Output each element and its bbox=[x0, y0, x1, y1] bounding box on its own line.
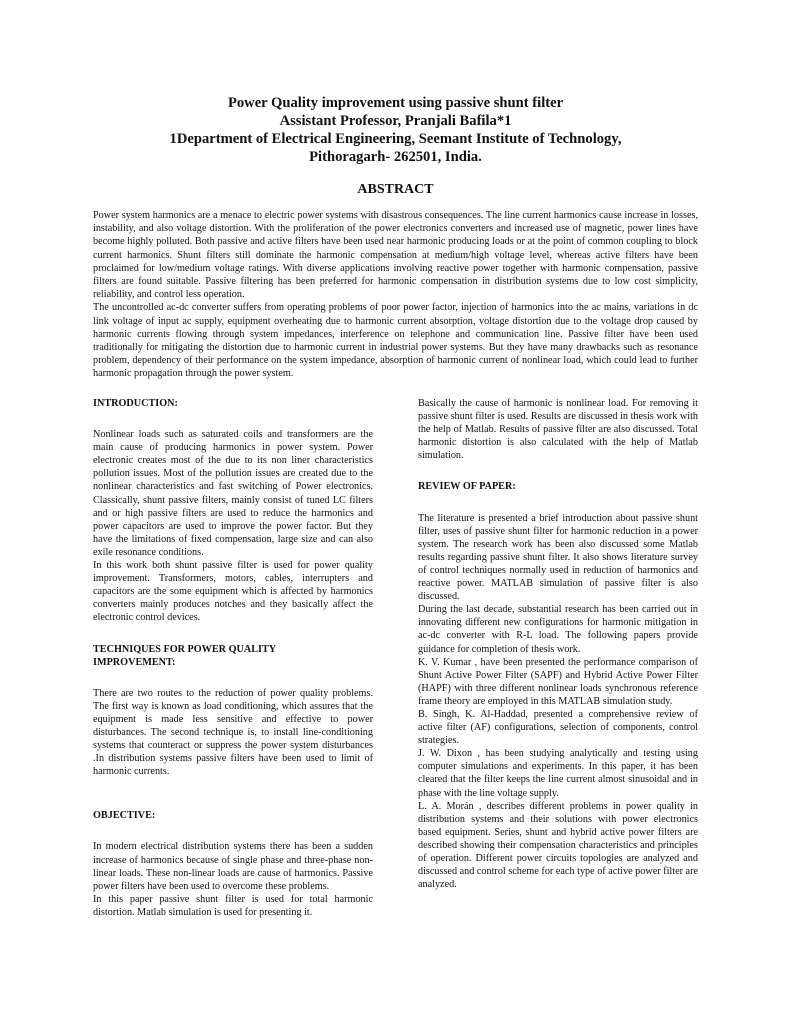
objective-heading: OBJECTIVE: bbox=[93, 810, 156, 822]
affiliation-line: 1Department of Electrical Engineering, Seemant Institute of Technology, bbox=[169, 131, 622, 147]
abstract-heading: ABSTRACT bbox=[357, 182, 434, 197]
abstract-body bbox=[93, 209, 698, 381]
introduction-heading: INTRODUCTION: bbox=[93, 398, 178, 409]
objective-paragraph: In this paper passive shunt filter is used for total harmonic distortion. Matlab simulation is used for presenting it. bbox=[93, 893, 373, 918]
review-paragraph: K. V. Kumar , have been presented the performance comparison of Shunt Active Power Filter (SAPF) and Hybrid Active Power Filter (HAPF) with three different nonlinear loads synchronous reference frame theory are employed in this MATLAB simulation study. bbox=[418, 656, 698, 707]
introduction-paragraph: In this work both shunt passive filter is used for power quality improvement. Transformers, motors, cables, interrupters and capacitors are the some equipment which is affected by harmonics converters mainly produces notches and they basically affect the electronic control devices. bbox=[93, 560, 373, 624]
abstract-paragraph: The uncontrolled ac-dc converter suffers from operating problems of poor power factor, injection of harmonics into the ac mains, variations in dc link voltage of input ac supply, equipment overheating due to harmonic current absorption, voltage distortion due to the voltage drop caused by harmonic currents flowing through system impedances, interference on telephone and communication line. Passive filter have been used traditionally for mitigating the distortion due to harmonic current in industrial power systems. But they have many drawbacks such as resonance problem, dependency of their performance on the system impedance, absorption of harmonic current of nonlinear load, which could lead to further harmonic propagation through the power system. bbox=[93, 302, 698, 380]
left-column bbox=[93, 397, 373, 919]
techniques-heading-cont: IMPROVEMENT: bbox=[93, 656, 176, 668]
objective-paragraph: In modern electrical distribution systems there has been a sudden increase of harmonics because of single phase and three-phase non-linear loads. These non-linear loads are cause of harmonics. Passive power filters have been used to overcome these problems. bbox=[93, 841, 373, 892]
paper-title-block bbox=[60, 94, 731, 166]
review-paragraph: The literature is presented a brief introduction about passive shunt filter, uses of passive shunt filter for harmonic reduction in a power system. The research work has been also discussed some Matlab results regarding passive shunt filter. It also shows literature survey of control techniques normally used in reduction of harmonics and reactive power. MATLAB simulation of passive filter is also discussed. bbox=[418, 512, 698, 603]
review-paragraph: During the last decade, substantial research has been carried out in innovating different new configurations for harmonic mitigation in ac-dc converter with R-L load. The following papers provide guidance for completion of thesis work. bbox=[418, 604, 698, 655]
author-line: Assistant Professor, Pranjali Bafila*1 bbox=[279, 113, 512, 129]
right-column bbox=[418, 397, 698, 891]
introduction-paragraph: Nonlinear loads such as saturated coils and transformers are the main cause of producing harmonics in power system. Power electronic creates most of the due to its non liner characteristics pollution issues. Most of the pollution issues are created due to the nonlinear characteristics and fast switching of Power electronics. Classically, shunt passive filters, mainly consist of tuned LC filters and or high passive filters are used to reduce the harmonics and power capacitors are used to improve the power factor. But they have the limitations of fixed compensation, large size and can also exile resonance conditions. bbox=[93, 429, 373, 558]
paper-title: Power Quality improvement using passive shunt filter bbox=[227, 95, 564, 111]
techniques-paragraph: There are two routes to the reduction of power quality problems. The first way is known as load conditioning, which assures that the equipment is made less sensitive and effective to power disturbances. The second technique is, to install line-conditioning systems that counteract or suppress the power system disturbances .In distribution systems passive filters have been used to limit of harmonic currents. bbox=[93, 687, 373, 778]
review-paragraph: J. W. Dixon , has been studying analytically and testing using computer simulations and experiments. In this paper, it has been cleared that the filter keeps the line current almost sinusoidal and in phase with the line voltage supply. bbox=[418, 748, 698, 799]
techniques-heading: TECHNIQUES FOR POWER QUALITY bbox=[93, 643, 277, 655]
review-paragraph: L. A. Morán , describes different problems in power quality in distribution systems and their solutions with power electronics based equipment. Series, shunt and hybrid active power filters are described showing their compensation characteristics and principles of operation. Different power circuits topologies are analyzed and discussed and control scheme for each type of active power filter are analyzed. bbox=[418, 800, 698, 891]
abstract-paragraph: Power system harmonics are a menace to electric power systems with disastrous consequences. The line current harmonics cause increase in losses, instability, and also voltage distortion. With the proliferation of the power electronics converters and increased use of magnetic, power lines have become highly polluted. Both passive and active filters have been used near harmonic producing loads or at the point of common coupling to block current harmonics. Shunt filters still dominate the harmonic compensation at medium/high voltage level, whereas active filters have been proclaimed for low/medium voltage ratings. With diverse applications involving reactive power together with harmonic compensation, passive filters are found suitable. Passive filtering has been preferred for harmonic compensation in distribution systems due to low cost simplicity, reliability, and control less operation. bbox=[93, 210, 698, 301]
review-paragraph: B. Singh, K. Al-Haddad, presented a comprehensive review of active filter (AF) configurations, selection of components, control strategies. bbox=[418, 708, 698, 747]
review-heading: REVIEW OF PAPER: bbox=[418, 481, 516, 493]
affiliation-location: Pithoragarh- 262501, India. bbox=[309, 149, 482, 165]
objective-continuation-paragraph: Basically the cause of harmonic is nonlinear load. For removing it passive shunt filter is used. Results are discussed in thesis work with the help of Matlab. Results of passive filter are also discussed. Total harmonic distortion is also calculated with the help of Matlab simulation. bbox=[418, 398, 698, 462]
